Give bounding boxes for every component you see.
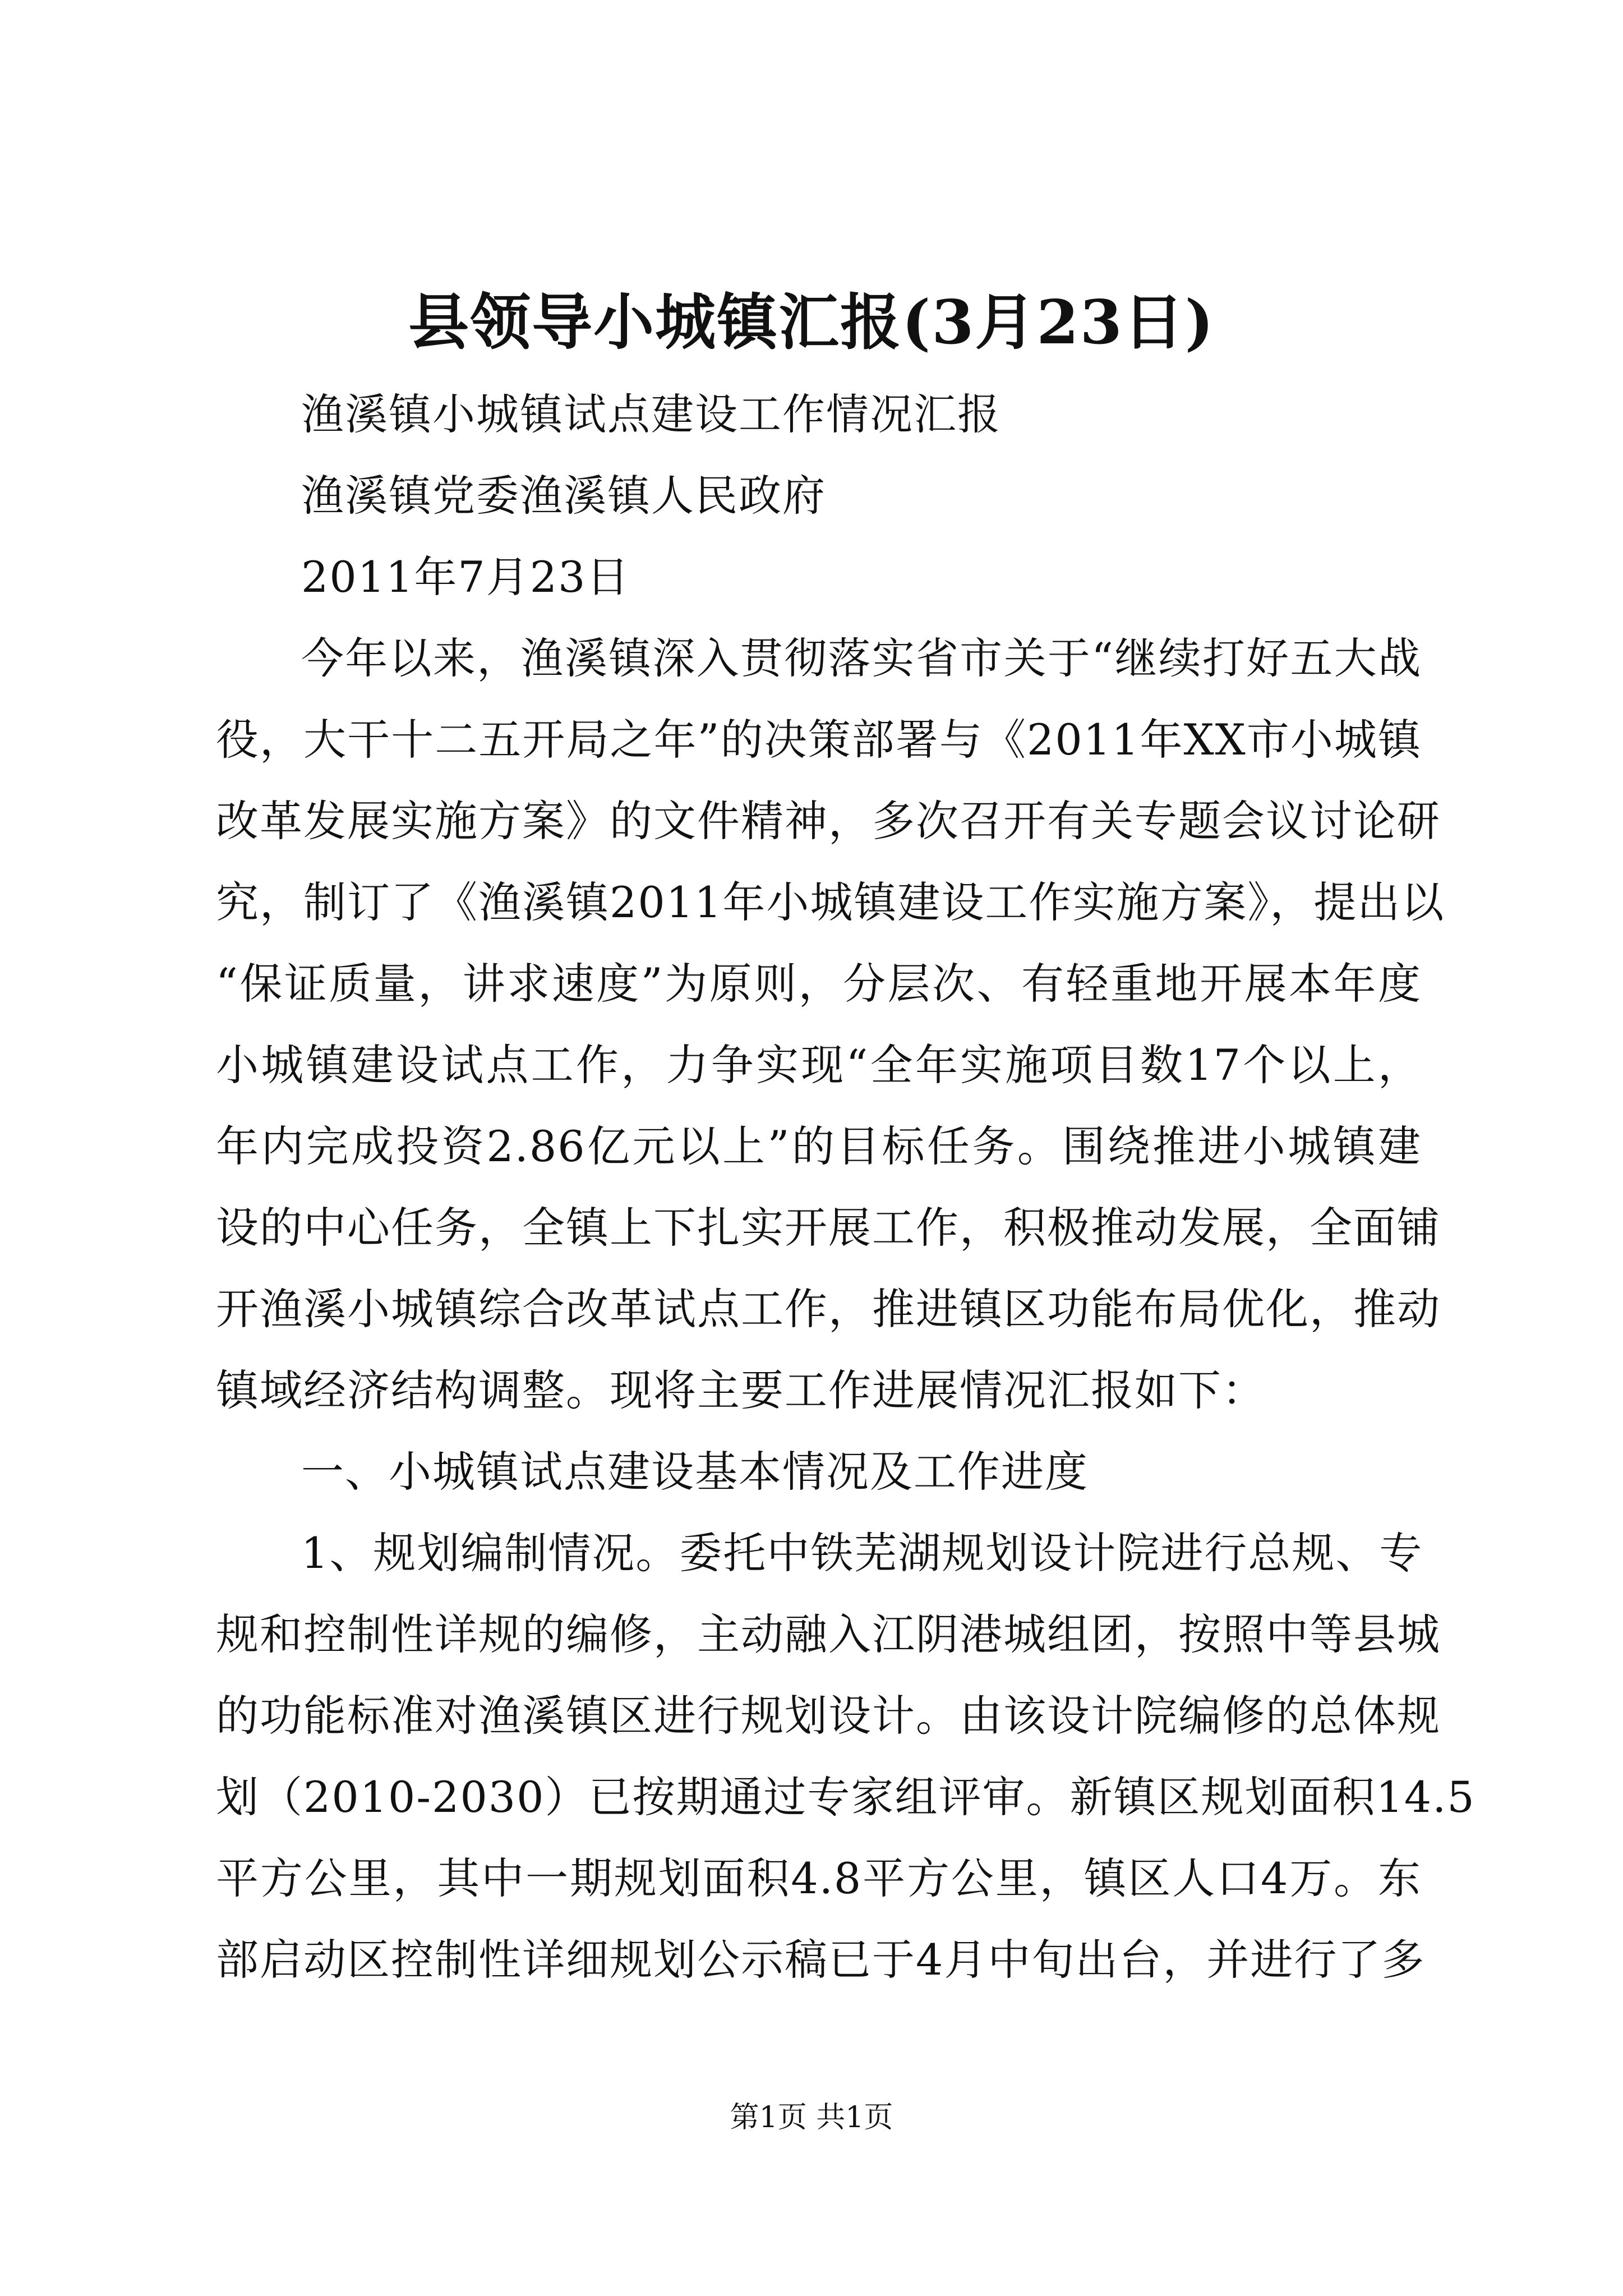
paragraph-line: 平方公里，其中一期规划面积4.8平方公里，镇区人口4万。东: [216, 1853, 1422, 1903]
paragraph-line: 开渔溪小城镇综合改革试点工作，推进镇区功能布局优化，推动: [216, 1284, 1441, 1334]
subtitle-line: 渔溪镇党委渔溪镇人民政府: [301, 471, 826, 521]
paragraph-line: 今年以来，渔溪镇深入贯彻落实省市关于“继续打好五大战: [301, 633, 1422, 683]
paragraph-line: 规和控制性详规的编修，主动融入江阴港城组团，按照中等县城: [216, 1609, 1441, 1659]
paragraph-line: 的功能标准对渔溪镇区进行规划设计。由该设计院编修的总体规: [216, 1691, 1441, 1741]
page-footer: 第1页 共1页: [730, 2101, 893, 2134]
paragraph-line: 改革发展实施方案》的文件精神，多次召开有关专题会议讨论研: [216, 796, 1441, 846]
document-title: 县领导小城镇汇报(3月23日): [408, 287, 1215, 358]
document-body: [216, 374, 1476, 2000]
subtitle-line: 2011年7月23日: [301, 552, 630, 602]
subtitle-line: 渔溪镇小城镇试点建设工作情况汇报: [301, 389, 1001, 439]
paragraph-line: 1、规划编制情况。委托中铁芜湖规划设计院进行总规、专: [301, 1528, 1423, 1578]
paragraph-line: 镇域经济结构调整。现将主要工作进展情况汇报如下：: [216, 1365, 1266, 1415]
paragraph-line: 小城镇建设试点工作，力争实现“全年实施项目数17个以上，: [216, 1040, 1422, 1090]
paragraph-line: 划（2010-2030）已按期通过专家组评审。新镇区规划面积14.5: [216, 1772, 1476, 1822]
paragraph-line: 部启动区控制性详细规划公示稿已于4月中旬出台，并进行了多: [216, 1935, 1426, 1985]
paragraph-line: “保证质量，讲求速度”为原则，分层次、有轻重地开展本年度: [216, 959, 1422, 1009]
paragraph-line: 设的中心任务，全镇上下扎实开展工作，积极推动发展，全面铺: [216, 1203, 1441, 1253]
paragraph-line: 役，大干十二五开局之年”的决策部署与《2011年XX市小城镇: [216, 715, 1422, 765]
paragraph-line: 究，制订了《渔溪镇2011年小城镇建设工作实施方案》，提出以: [216, 877, 1445, 927]
section-heading: 一、小城镇试点建设基本情况及工作进度: [301, 1447, 1089, 1497]
paragraph-line: 年内完成投资2.86亿元以上”的目标任务。围绕推进小城镇建: [216, 1121, 1422, 1171]
